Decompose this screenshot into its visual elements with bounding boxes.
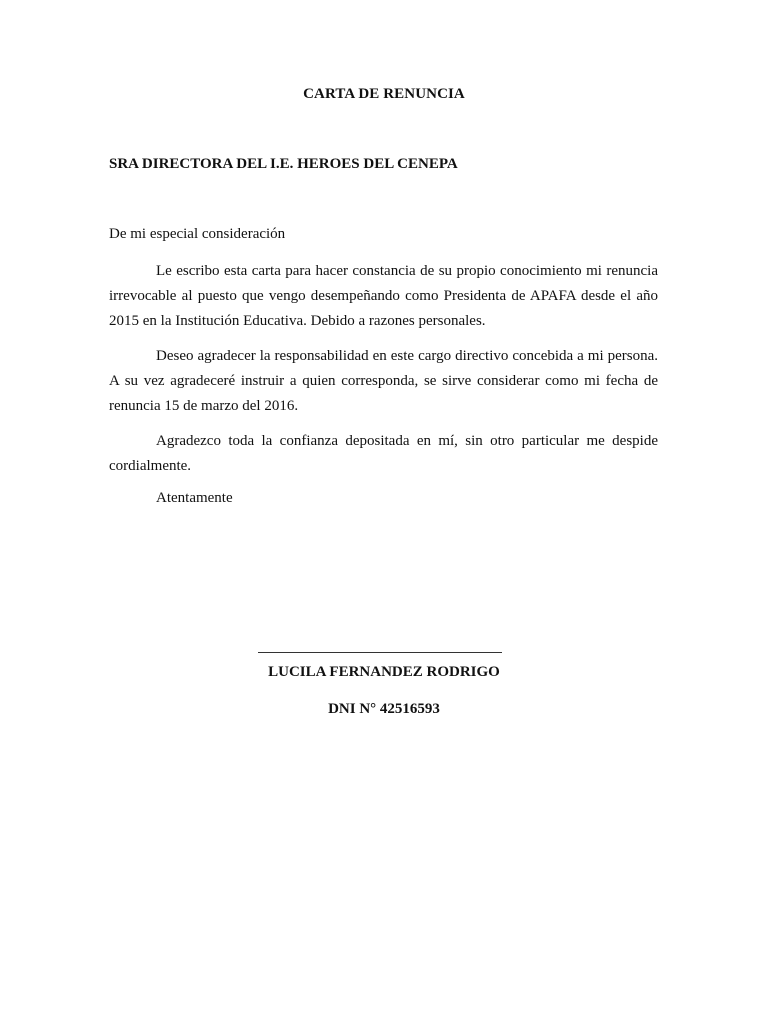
letter-greeting: De mi especial consideración xyxy=(109,226,286,242)
body-paragraph-2: Deseo agradecer la responsabilidad en este cargo directivo concebida a mi persona. A su vez agradeceré instruir a quien corresponda, se sirve considerar como mi fecha de renuncia 15 de marzo del 2016. xyxy=(109,348,658,414)
body-paragraph-1: Le escribo esta carta para hacer constancia de su propio conocimiento mi renuncia irrevocable al puesto que vengo desempeñando como Presidenta de APAFA desde el año 2015 en la Institución Educativa. Debido a razones personales. xyxy=(109,263,658,329)
signatory-dni: DNI N° 42516593 xyxy=(328,701,440,717)
letter-closing: Atentamente xyxy=(156,490,233,506)
signature-line xyxy=(258,652,502,653)
body-paragraph-3: Agradezco toda la confianza depositada en mí, sin otro particular me despide cordialmente. xyxy=(109,433,658,474)
letter-recipient: SRA DIRECTORA DEL I.E. HEROES DEL CENEPA xyxy=(109,156,458,172)
letter-title: CARTA DE RENUNCIA xyxy=(303,86,465,102)
signatory-name: LUCILA FERNANDEZ RODRIGO xyxy=(268,664,500,680)
